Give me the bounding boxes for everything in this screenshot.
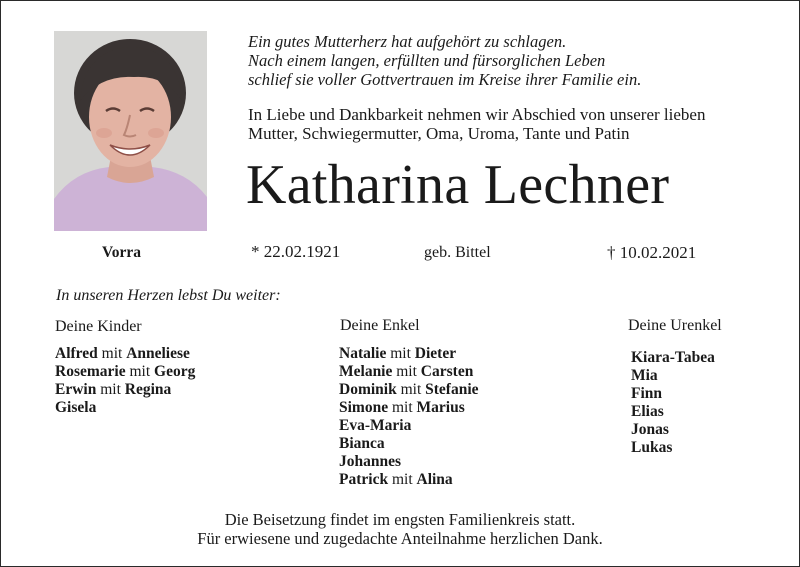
- partner-name: Regina: [124, 381, 172, 398]
- birth-date: [251, 242, 340, 262]
- partner-name: Carsten: [420, 363, 474, 380]
- birth-date-value: 22.02.1921: [263, 242, 341, 261]
- maiden-name: geb. Bittel: [424, 244, 491, 261]
- list-item: Rosemarie mit Georg: [55, 363, 196, 380]
- list-item: Dominik mit Stefanie: [339, 381, 479, 398]
- list-item: Natalie mit Dieter: [339, 345, 457, 362]
- partner-name: Georg: [154, 363, 196, 380]
- poem: [248, 32, 641, 89]
- heading-enkel: Deine Enkel: [340, 317, 420, 334]
- child-name: Rosemarie: [55, 363, 126, 380]
- place-of-residence: Vorra: [102, 244, 142, 261]
- death-date: [607, 243, 696, 263]
- portrait-illustration: [54, 31, 207, 231]
- grandchild-name: Patrick: [339, 471, 389, 488]
- child-name: Alfred: [55, 345, 98, 362]
- closing-text: [0, 510, 800, 548]
- list-item: Melanie mit Carsten: [339, 363, 474, 380]
- list-item: Simone mit Marius: [339, 399, 465, 416]
- list-item: [339, 435, 479, 453]
- portrait-photo: [54, 31, 207, 231]
- closing-line: Die Beisetzung findet im engsten Familienkreis statt.: [224, 510, 576, 529]
- partner-name: Stefanie: [425, 381, 479, 398]
- list-item: Elias: [631, 403, 664, 420]
- closing-line: Für erwiesene und zugedachte Anteilnahme herzlichen Dank.: [197, 529, 603, 548]
- grandchild-name: Johannes: [339, 453, 402, 470]
- list-item: Mia: [631, 367, 658, 384]
- death-date-value: 10.02.2021: [619, 243, 697, 262]
- motto: In unseren Herzen lebst Du weiter:: [56, 287, 281, 304]
- intro-line: In Liebe und Dankbarkeit nehmen wir Abschied von unserer lieben: [248, 105, 706, 124]
- poem-line: schlief sie voller Gottvertrauen im Kreise ihrer Familie ein.: [248, 70, 642, 89]
- grandchild-name: Simone: [339, 399, 389, 416]
- poem-line: Ein gutes Mutterherz hat aufgehört zu schlagen.: [248, 32, 567, 51]
- death-cross-icon: †: [607, 243, 616, 262]
- child-name: Gisela: [55, 399, 97, 416]
- list-item: [339, 453, 479, 471]
- list-item: Kiara-Tabea: [631, 349, 715, 366]
- grandchild-name: Melanie: [339, 363, 393, 380]
- list-item: [55, 399, 195, 417]
- partner-name: Anneliese: [126, 345, 190, 362]
- list-item: Lukas: [631, 439, 673, 456]
- grandchild-name: Eva-Maria: [339, 417, 412, 434]
- list-enkel: [339, 345, 479, 489]
- intro-text: [248, 105, 705, 143]
- partner-name: Dieter: [414, 345, 457, 362]
- intro-line: Mutter, Schwiegermutter, Oma, Uroma, Tante und Patin: [248, 124, 630, 143]
- partner-name: Alina: [416, 471, 453, 488]
- birth-star-icon: *: [251, 242, 260, 261]
- list-item: Patrick mit Alina: [339, 471, 453, 488]
- heading-kinder: Deine Kinder: [55, 318, 142, 335]
- list-kinder: [55, 345, 195, 417]
- list-item: Jonas: [631, 421, 669, 438]
- heading-urenkel: Deine Urenkel: [628, 317, 722, 334]
- grandchild-name: Bianca: [339, 435, 385, 452]
- poem-line: Nach einem langen, erfüllten und fürsorglichen Leben: [248, 51, 606, 70]
- deceased-name: Katharina Lechner: [246, 154, 670, 216]
- grandchild-name: Natalie: [339, 345, 387, 362]
- list-urenkel: [631, 349, 715, 457]
- grandchild-name: Dominik: [339, 381, 397, 398]
- list-item: Alfred mit Anneliese: [55, 345, 190, 362]
- child-name: Erwin: [55, 381, 97, 398]
- list-item: [339, 417, 479, 435]
- partner-name: Marius: [416, 399, 465, 416]
- list-item: Finn: [631, 385, 663, 402]
- list-item: Erwin mit Regina: [55, 381, 172, 398]
